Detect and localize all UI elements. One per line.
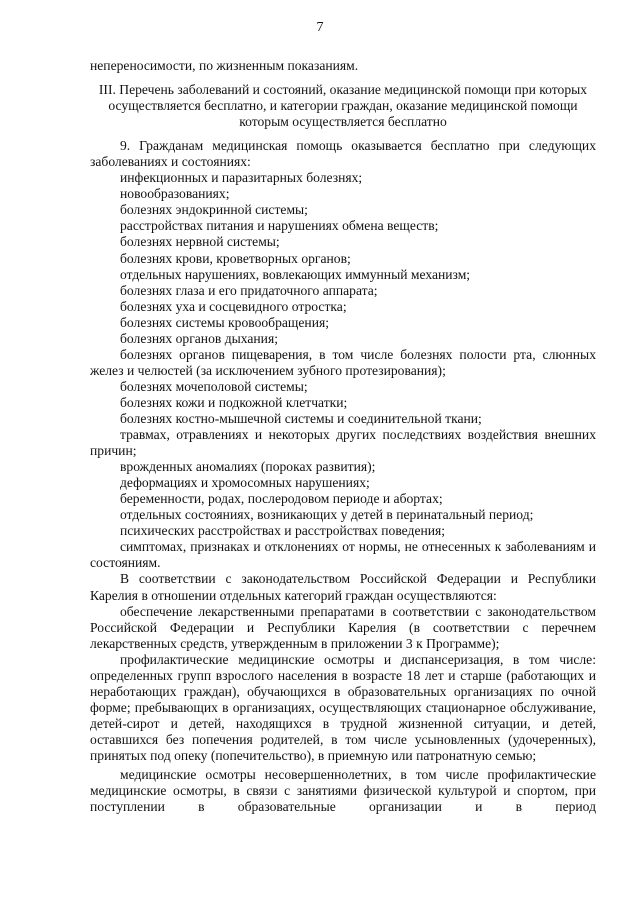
condition-item: отдельных нарушениях, вовлекающих иммунный механизм;: [120, 266, 471, 282]
condition-item: инфекционных и паразитарных болезнях;: [120, 170, 363, 186]
category-item: профилактические медицинские осмотры и диспансеризация, в том числе: определенных групп взрослого населения в возрасте 18 лет и старше (работающих и неработающих граждан), обучающихся в образовательных организациях по очной форме; пребывающих в организациях, осуществляющих стационарное обслуживание, детей-сирот и детей, находящихся в трудной жизненной ситуации, и детей, оставшихся без попечения родителей, в том числе усыновленных (удочеренных), принятых под опеку (попечительство), в приемную или патронатную семью;: [90, 651, 596, 763]
condition-item: травмах, отравлениях и некоторых других последствиях воздействия внешних причин;: [90, 427, 596, 459]
condition-item: болезнях мочеполовой системы;: [120, 378, 308, 394]
condition-item: болезнях глаза и его придаточного аппарата;: [120, 282, 378, 298]
condition-item: болезнях костно-мышечной системы и соединительной ткани;: [120, 410, 482, 426]
category-item: медицинские осмотры несовершеннолетних, в том числе профилактические медицинские осмотры, в связи с занятиями физической культурой и спортом, при поступлении в образовательные организации и в период: [90, 767, 596, 815]
condition-item: болезнях органов дыхания;: [120, 330, 278, 346]
condition-item: психических расстройствах и расстройствах поведения;: [120, 523, 446, 539]
condition-item: болезнях системы кровообращения;: [120, 314, 330, 330]
category-item: обеспечение лекарственными препаратами в соответствии с законодательством Российской Федерации и Республики Карелия (в соответствии с перечнем лекарственных средств, утвержденным в приложении 3 к Программе);: [90, 603, 596, 651]
condition-item: деформациях и хромосомных нарушениях;: [120, 475, 370, 491]
condition-item: болезнях нервной системы;: [120, 234, 280, 250]
condition-item: врожденных аномалиях (пороках развития);: [120, 459, 376, 475]
paragraph-9: 9. Гражданам медицинская помощь оказывается бесплатно при следующих заболеваниях и состояниях:: [90, 138, 596, 170]
condition-item: новообразованиях;: [120, 186, 230, 202]
condition-item: расстройствах питания и нарушениях обмена веществ;: [120, 218, 439, 234]
condition-item: отдельных состояниях, возникающих у детей в перинатальный период;: [120, 507, 534, 523]
categories-intro: В соответствии с законодательством Российской Федерации и Республики Карелия в отношении отдельных категорий граждан осуществляются:: [90, 571, 596, 603]
condition-item: болезнях органов пищеварения, в том числе болезнях полости рта, слюнных желез и челюстей (за исключением зубного протезирования);: [90, 346, 596, 378]
document-body: [90, 58, 596, 815]
condition-item: болезнях крови, кроветворных органов;: [120, 250, 351, 266]
condition-item: беременности, родах, послеродовом периоде и абортах;: [120, 491, 443, 507]
condition-item: болезнях эндокринной системы;: [120, 202, 308, 218]
condition-item: болезнях уха и сосцевидного отростка;: [120, 298, 347, 314]
condition-item: болезнях кожи и подкожной клетчатки;: [120, 394, 348, 410]
intro-continuation: непереносимости, по жизненным показаниям.: [90, 58, 359, 73]
section-heading: III. Перечень заболеваний и состояний, оказание медицинской помощи при которых осуществляется бесплатно, и категории граждан, оказание медицинской помощи которым осуществляется бесплатно: [98, 82, 588, 130]
condition-item: симптомах, признаках и отклонениях от нормы, не отнесенных к заболеваниям и состояниям.: [90, 539, 596, 571]
page-number: 7: [316, 20, 324, 35]
